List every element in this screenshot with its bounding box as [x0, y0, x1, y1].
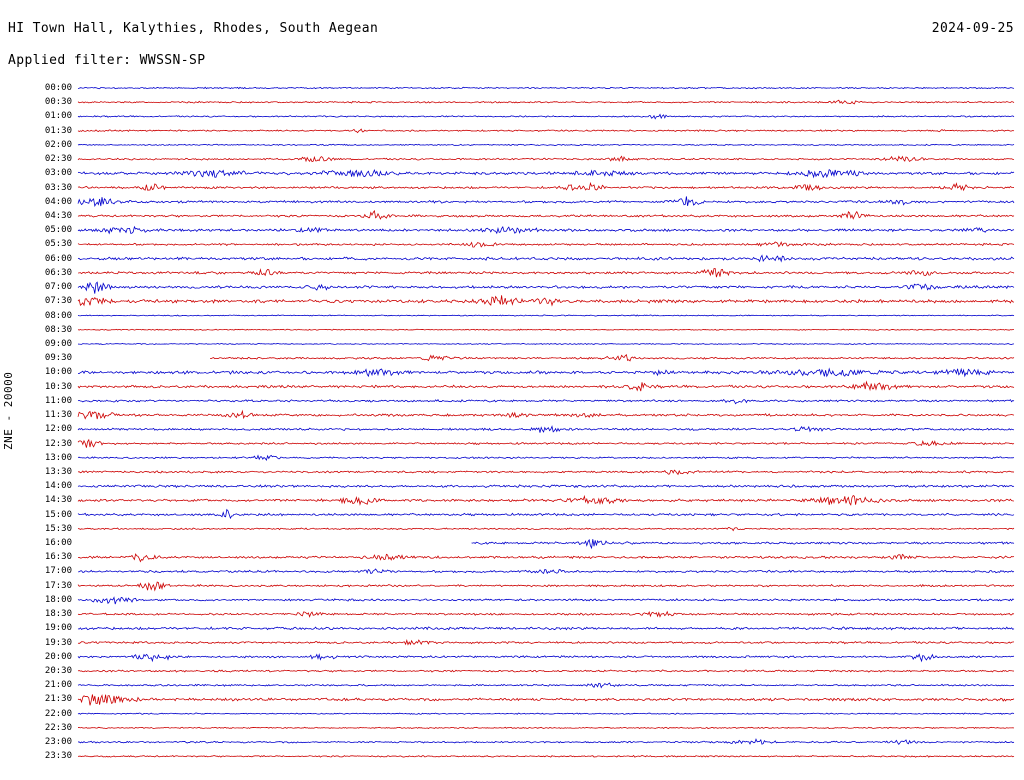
seismic-trace	[78, 597, 1014, 604]
time-tick-label: 08:30	[44, 324, 72, 335]
seismic-trace	[78, 527, 1014, 530]
seismic-trace	[78, 627, 1014, 630]
seismic-trace	[78, 255, 1014, 261]
time-tick-label: 06:00	[44, 253, 72, 264]
time-tick-label: 22:30	[44, 722, 72, 733]
time-tick-label: 05:00	[44, 225, 72, 236]
seismic-trace	[78, 727, 1014, 728]
time-tick-label: 11:00	[44, 395, 72, 406]
time-tick-label: 22:00	[44, 708, 72, 719]
seismic-trace	[78, 654, 1014, 661]
time-tick-label: 00:00	[44, 83, 72, 93]
seismic-trace	[78, 183, 1014, 190]
time-tick-label: 10:30	[44, 381, 72, 392]
seismic-trace	[78, 129, 1014, 133]
seismic-trace	[78, 369, 1014, 377]
date-label: 2024-09-25	[931, 21, 1014, 36]
seismic-trace	[78, 582, 1014, 590]
time-tick-label: 13:00	[44, 452, 72, 463]
time-tick-label: 09:30	[44, 353, 72, 364]
seismic-trace	[78, 411, 1014, 419]
seismic-trace	[78, 315, 1014, 316]
time-tick-label: 16:30	[44, 552, 72, 563]
time-tick-label: 02:30	[44, 154, 72, 165]
seismic-trace	[78, 170, 1014, 178]
time-tick-label: 18:00	[44, 594, 72, 605]
seismic-trace	[78, 156, 1014, 161]
time-tick-label: 07:30	[44, 296, 72, 307]
seismic-trace	[78, 282, 1014, 293]
page-title: HI Town Hall, Kalythies, Rhodes, South Aegean	[8, 21, 379, 36]
time-tick-label: 05:30	[44, 239, 72, 250]
time-tick-label: 10:00	[44, 367, 72, 378]
seismic-trace	[78, 755, 1014, 757]
time-tick-label: 09:00	[44, 338, 72, 349]
seismic-trace	[78, 569, 1014, 574]
time-tick-label: 12:00	[44, 424, 72, 435]
seismic-trace	[78, 455, 1014, 460]
seismic-trace	[78, 440, 1014, 448]
time-tick-label: 17:00	[44, 566, 72, 577]
seismic-trace	[78, 612, 1014, 617]
seismic-trace	[78, 400, 1014, 404]
seismic-trace	[78, 470, 1014, 474]
time-tick-label: 04:00	[44, 196, 72, 207]
seismic-trace	[78, 269, 1014, 278]
seismic-trace	[78, 554, 1014, 561]
seismic-trace	[78, 713, 1014, 714]
seismic-trace	[78, 144, 1014, 145]
seismic-trace	[78, 739, 1014, 744]
seismic-trace	[78, 382, 1014, 391]
seismic-trace	[78, 510, 1014, 519]
filter-label: Applied filter: WWSSN-SP	[8, 53, 206, 68]
time-tick-label: 21:00	[44, 680, 72, 691]
time-tick-label: 20:30	[44, 666, 72, 677]
time-tick-label: 15:30	[44, 523, 72, 534]
seismic-trace	[78, 670, 1014, 672]
time-tick-label: 20:00	[44, 651, 72, 662]
seismic-trace	[78, 295, 1014, 305]
time-tick-label: 16:00	[44, 538, 72, 549]
seismic-trace	[78, 196, 1014, 206]
seismic-trace	[472, 539, 1014, 548]
time-tick-label: 14:30	[44, 495, 72, 506]
time-tick-label: 18:30	[44, 609, 72, 620]
time-tick-label: 02:00	[44, 139, 72, 150]
time-tick-label: 04:30	[44, 210, 72, 221]
time-tick-label: 03:30	[44, 182, 72, 193]
time-tick-label: 23:00	[44, 737, 72, 748]
time-tick-label: 03:00	[44, 168, 72, 179]
y-axis-label: ZNE - 20000	[2, 371, 15, 450]
seismic-trace	[78, 485, 1014, 488]
seismic-trace	[78, 100, 1014, 104]
time-tick-label: 12:30	[44, 438, 72, 449]
time-tick-label: 01:30	[44, 125, 72, 136]
seismic-trace	[78, 496, 1014, 505]
seismic-trace	[78, 87, 1014, 89]
seismic-trace	[78, 242, 1014, 247]
seismic-trace	[78, 694, 1014, 705]
time-tick-label: 21:30	[44, 694, 72, 705]
seismic-trace	[78, 683, 1014, 688]
seismic-trace	[78, 227, 1014, 234]
time-tick-label: 06:30	[44, 267, 72, 278]
time-tick-label: 01:00	[44, 111, 72, 122]
seismic-trace	[78, 343, 1014, 344]
time-tick-label: 17:30	[44, 580, 72, 591]
time-tick-label: 11:30	[44, 410, 72, 421]
time-tick-label: 14:00	[44, 481, 72, 492]
time-tick-label: 15:00	[44, 509, 72, 520]
time-tick-label: 19:30	[44, 637, 72, 648]
time-tick-label: 00:30	[44, 97, 72, 108]
time-tick-label: 07:00	[44, 282, 72, 293]
time-tick-label: 19:00	[44, 623, 72, 634]
seismic-trace	[78, 329, 1014, 330]
seismic-trace	[78, 114, 1014, 118]
time-tick-label: 23:30	[44, 751, 72, 762]
seismic-trace	[78, 640, 1014, 644]
seismic-trace	[78, 211, 1014, 219]
time-tick-label: 13:30	[44, 466, 72, 477]
seismic-trace	[78, 426, 1014, 432]
time-tick-label: 08:00	[44, 310, 72, 321]
seismic-trace	[210, 355, 1014, 361]
